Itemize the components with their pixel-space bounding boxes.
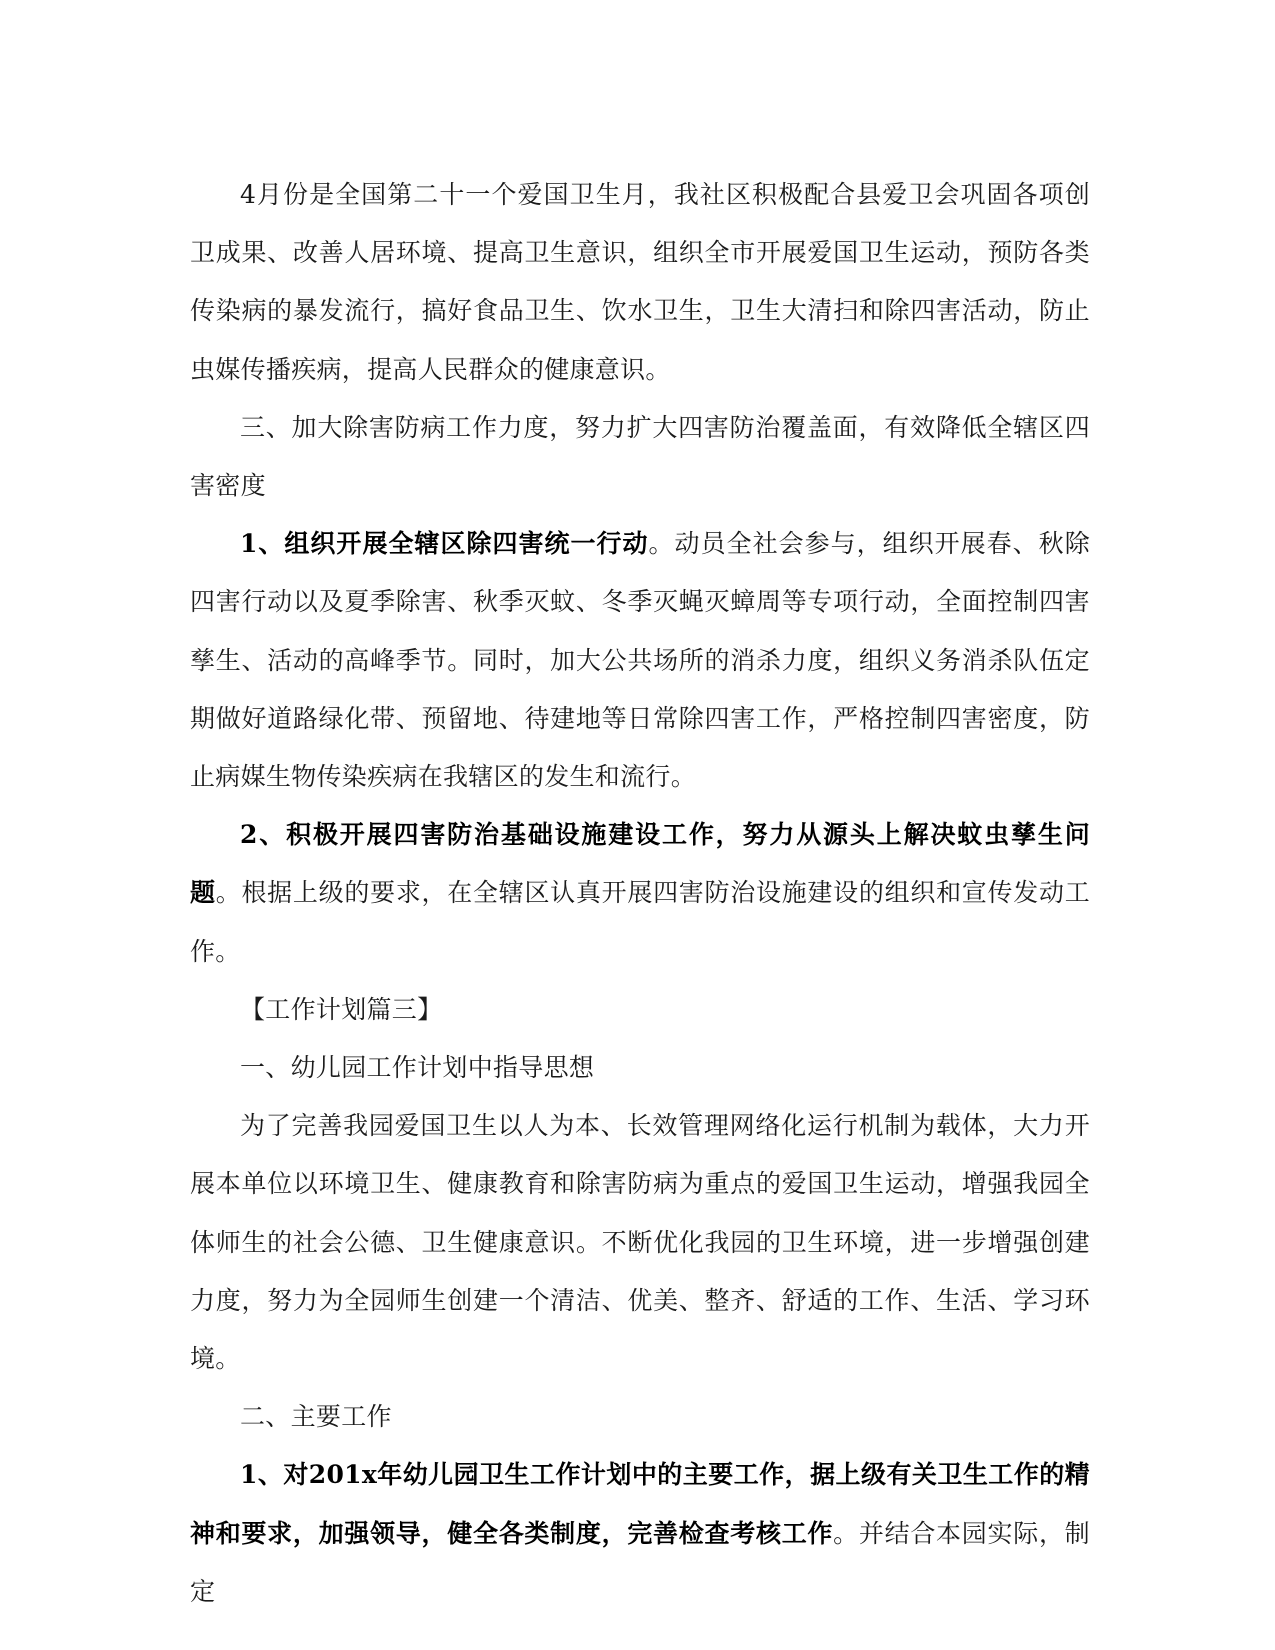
paragraph-text: 。动员全社会参与，组织开展春、秋除四害行动以及夏季除害、秋季灭蚊、冬季灭蝇灭蟑周等专项行动，全面控制四害孳生、活动的高峰季节。同时，加大公共场所的消杀力度，组织义务消杀队伍定期做好道路绿化带、预留地、待建地等日常除四害工作，严格控制四害密度，防止病媒生物传染疾病在我辖区的发生和流行。 [190, 529, 1090, 792]
paragraph-main-work-item-1 [190, 1446, 1090, 1621]
paragraph-text: 【工作计划篇三】 [240, 994, 443, 1024]
paragraph-item-2-infrastructure [190, 806, 1090, 981]
paragraph-text: 二、主要工作 [240, 1402, 392, 1432]
paragraph-text: 为了完善我园爱国卫生以人为本、长效管理网络化运行机制为载体，大力开展本单位以环境卫生、健康教育和除害防病为重点的爱国卫生运动，增强我园全体师生的社会公德、卫生健康意识。不断优化我园的卫生环境，进一步增强创建力度，努力为全园师生创建一个清洁、优美、整齐、舒适的工作、生活、学习环境。 [190, 1111, 1090, 1374]
document-body [190, 166, 1090, 1621]
paragraph-section-three-heading [190, 399, 1090, 515]
paragraph-text: 。根据上级的要求，在全辖区认真开展四害防治设施建设的组织和宣传发动工作。 [190, 878, 1090, 966]
paragraph-text: 。并结合本园实际，制定 [190, 1518, 1090, 1606]
paragraph-guiding-ideology [190, 1097, 1090, 1388]
bold-lead: 2、积极开展四害防治基础设施建设工作，努力从源头上解决蚊虫孳生问题 [190, 820, 1090, 908]
bold-lead: 1、对201x年幼儿园卫生工作计划中的主要工作，据上级有关卫生工作的精神和要求，加强领导，健全各类制度，完善检查考核工作 [190, 1460, 1090, 1548]
bold-lead: 1、组织开展全辖区除四害统一行动 [240, 529, 649, 559]
paragraph-text: 一、幼儿园工作计划中指导思想 [240, 1053, 595, 1083]
paragraph-guiding-ideology-heading [190, 1039, 1090, 1097]
paragraph-item-1-unified-action [190, 515, 1090, 806]
paragraph-main-work-heading [190, 1388, 1090, 1446]
paragraph-text: 三、加大除害防病工作力度，努力扩大四害防治覆盖面，有效降低全辖区四害密度 [190, 412, 1090, 501]
paragraph-plan-three-title [190, 981, 1090, 1039]
paragraph-text: 4月份是全国第二十一个爱国卫生月，我社区积极配合县爱卫会巩固各项创卫成果、改善人居环境、提高卫生意识，组织全市开展爱国卫生运动，预防各类传染病的暴发流行，搞好食品卫生、饮水卫生，卫生大清扫和除四害活动，防止虫媒传播疾病，提高人民群众的健康意识。 [190, 180, 1090, 384]
paragraph-patriotic-health-month [190, 166, 1090, 399]
